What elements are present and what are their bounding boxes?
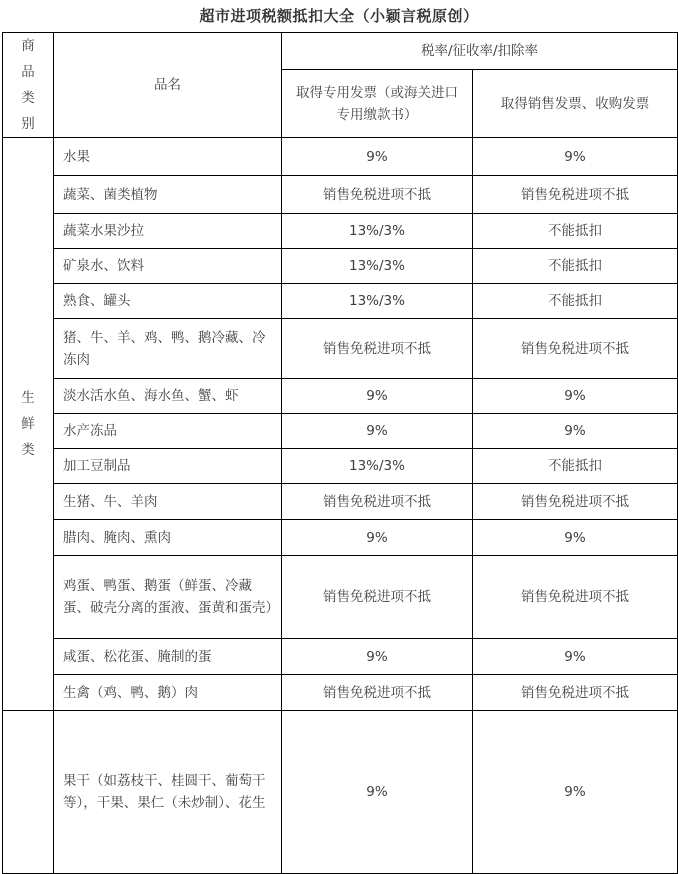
sales-invoice-rate-cell: 不能抵扣 <box>473 284 678 319</box>
item-name-cell: 矿泉水、饮料 <box>54 249 282 284</box>
special-invoice-rate-cell: 销售免税进项不抵 <box>282 319 473 379</box>
header-item-name: 品名 <box>54 33 282 138</box>
header-category-char: 品 <box>21 64 35 80</box>
sales-invoice-rate-cell: 9% <box>473 414 678 449</box>
table-row <box>3 414 678 449</box>
special-invoice-rate-cell: 9% <box>282 414 473 449</box>
table-row <box>3 556 678 639</box>
document-title: 超市进项税额抵扣大全（小颖言税原创） <box>199 7 479 25</box>
special-invoice-rate-cell: 9% <box>282 379 473 414</box>
sales-invoice-rate-cell: 不能抵扣 <box>473 249 678 284</box>
item-name-cell: 果干（如荔枝干、桂圆干、葡萄干等），干果、果仁（未炒制）、花生 <box>54 711 282 874</box>
sales-invoice-rate-cell: 不能抵扣 <box>473 449 678 484</box>
special-invoice-rate-cell: 13%/3% <box>282 214 473 249</box>
special-invoice-rate-cell: 销售免税进项不抵 <box>282 675 473 711</box>
special-invoice-rate-cell: 销售免税进项不抵 <box>282 176 473 214</box>
sales-invoice-rate-cell: 9% <box>473 639 678 675</box>
item-name-cell: 腊肉、腌肉、熏肉 <box>54 520 282 556</box>
sales-invoice-rate-cell: 销售免税进项不抵 <box>473 484 678 520</box>
header-sales-invoice: 取得销售发票、收购发票 <box>473 70 678 138</box>
sales-invoice-rate-cell: 销售免税进项不抵 <box>473 556 678 639</box>
sales-invoice-rate-cell: 销售免税进项不抵 <box>473 176 678 214</box>
table-row <box>3 520 678 556</box>
category-cell <box>3 138 54 711</box>
item-name-cell: 鸡蛋、鸭蛋、鹅蛋（鲜蛋、冷藏蛋、破壳分离的蛋液、蛋黄和蛋壳） <box>54 556 282 639</box>
item-name-cell: 蔬菜水果沙拉 <box>54 214 282 249</box>
table-row <box>3 484 678 520</box>
sales-invoice-rate-cell: 9% <box>473 711 678 874</box>
item-name-cell: 熟食、罐头 <box>54 284 282 319</box>
item-name-cell: 蔬菜、菌类植物 <box>54 176 282 214</box>
category-cell <box>3 711 54 874</box>
table-row <box>3 379 678 414</box>
tax-deduction-table <box>2 32 678 874</box>
header-special-invoice-label: 取得专用发票（或海关进口专用缴款书） <box>296 84 458 123</box>
sales-invoice-rate-cell: 9% <box>473 379 678 414</box>
table-row <box>3 138 678 176</box>
table-row <box>3 449 678 484</box>
item-name-cell: 水果 <box>54 138 282 176</box>
header-category-char: 商 <box>21 38 35 54</box>
table-row <box>3 284 678 319</box>
special-invoice-rate-cell: 9% <box>282 138 473 176</box>
special-invoice-rate-cell: 9% <box>282 711 473 874</box>
item-name-cell: 生禽（鸡、鸭、鹅）肉 <box>54 675 282 711</box>
sales-invoice-rate-cell: 销售免税进项不抵 <box>473 319 678 379</box>
category-char: 生 <box>21 390 35 406</box>
header-rate-group: 税率/征收率/扣除率 <box>282 33 678 70</box>
special-invoice-rate-cell: 13%/3% <box>282 249 473 284</box>
header-category-char: 别 <box>21 116 35 132</box>
sales-invoice-rate-cell: 9% <box>473 138 678 176</box>
special-invoice-rate-cell: 销售免税进项不抵 <box>282 556 473 639</box>
special-invoice-rate-cell: 9% <box>282 639 473 675</box>
category-char: 鲜 <box>21 416 35 432</box>
table-row <box>3 249 678 284</box>
table-row <box>3 319 678 379</box>
special-invoice-rate-cell: 销售免税进项不抵 <box>282 484 473 520</box>
table-row <box>3 639 678 675</box>
sales-invoice-rate-cell: 9% <box>473 520 678 556</box>
header-special-invoice <box>282 70 473 138</box>
sales-invoice-rate-cell: 销售免税进项不抵 <box>473 675 678 711</box>
table-row <box>3 176 678 214</box>
header-category <box>3 33 54 138</box>
table-row <box>3 214 678 249</box>
header-row <box>3 33 678 70</box>
item-name-cell: 加工豆制品 <box>54 449 282 484</box>
item-name-cell: 水产冻品 <box>54 414 282 449</box>
item-name-cell: 生猪、牛、羊肉 <box>54 484 282 520</box>
special-invoice-rate-cell: 13%/3% <box>282 449 473 484</box>
table-row <box>3 711 678 874</box>
item-name-cell: 猪、牛、羊、鸡、鸭、鹅冷藏、冷冻肉 <box>54 319 282 379</box>
special-invoice-rate-cell: 9% <box>282 520 473 556</box>
item-name-cell: 淡水活水鱼、海水鱼、蟹、虾 <box>54 379 282 414</box>
sales-invoice-rate-cell: 不能抵扣 <box>473 214 678 249</box>
header-category-char: 类 <box>21 90 35 106</box>
table-row <box>3 675 678 711</box>
category-char: 类 <box>21 442 35 458</box>
special-invoice-rate-cell: 13%/3% <box>282 284 473 319</box>
item-name-cell: 咸蛋、松花蛋、腌制的蛋 <box>54 639 282 675</box>
